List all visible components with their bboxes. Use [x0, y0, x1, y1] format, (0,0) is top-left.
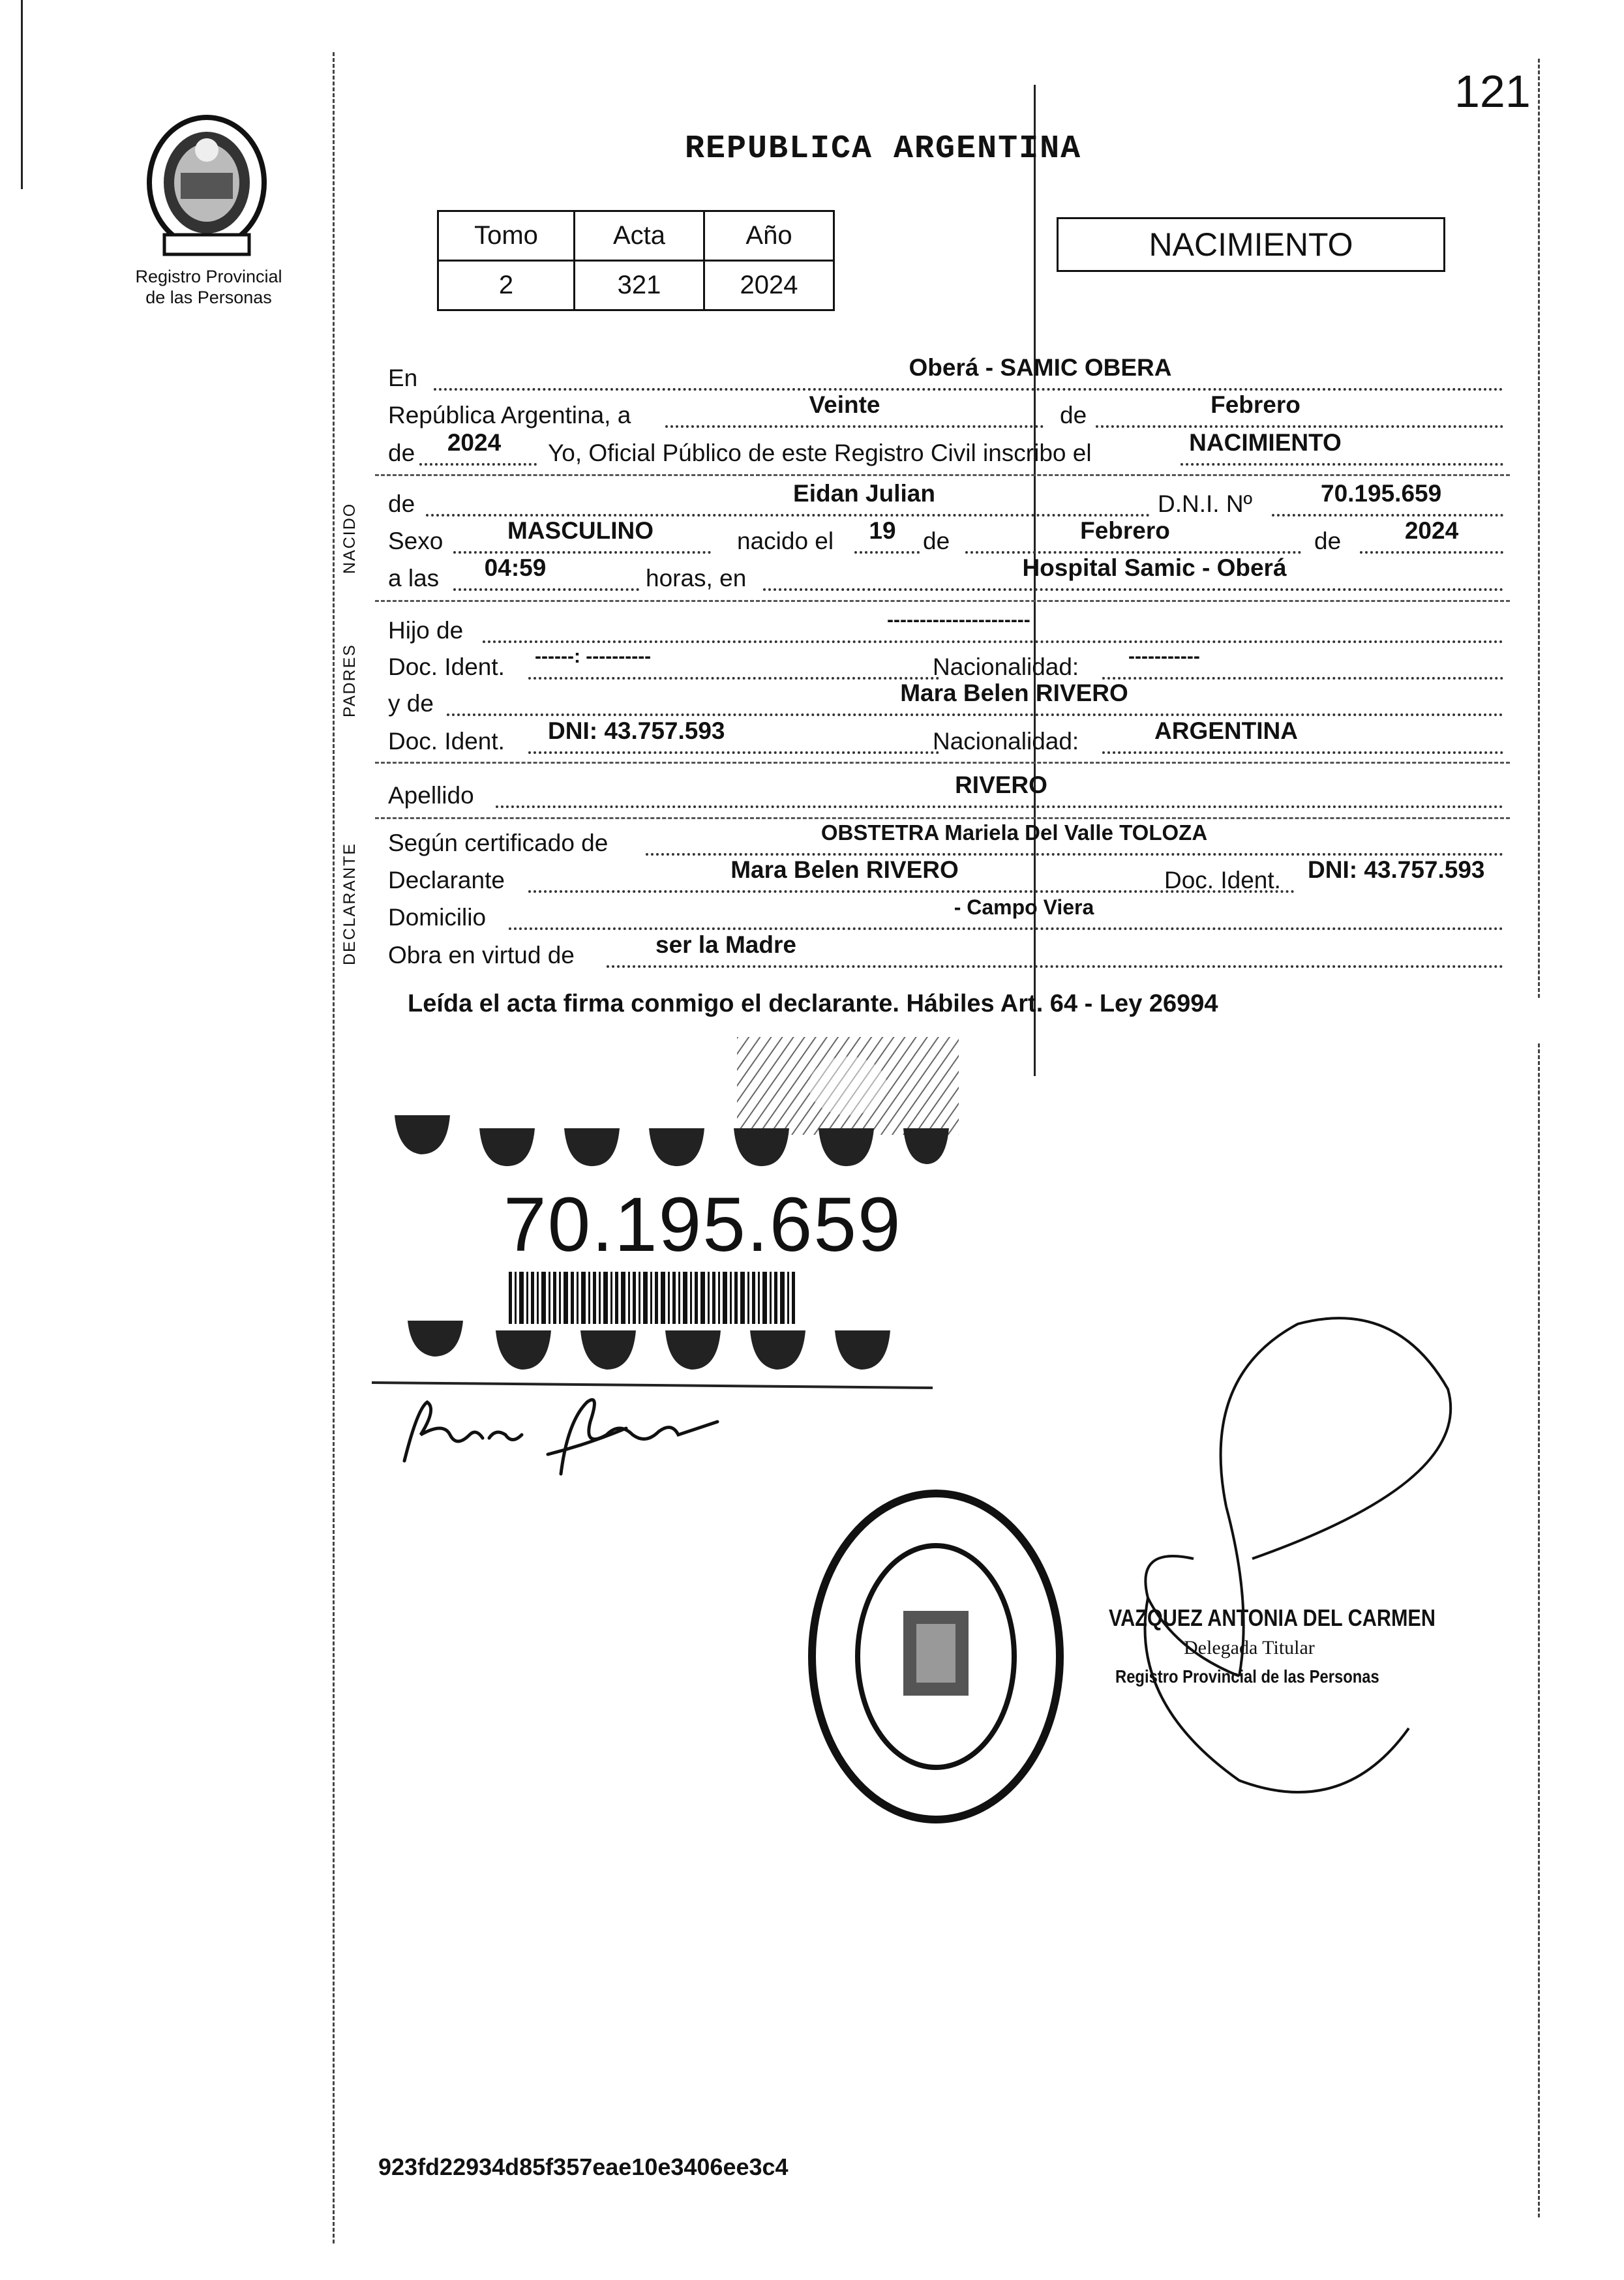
year-row	[388, 429, 1510, 470]
dotted-fill	[453, 569, 639, 591]
mother-value: Mara Belen RIVERO	[900, 680, 1128, 706]
of-label: de	[1060, 402, 1087, 428]
date-label: República Argentina, a	[388, 402, 631, 428]
mother-doc-label: Doc. Ident.	[388, 728, 505, 755]
address-row	[388, 895, 1510, 934]
year-value: 2024	[447, 429, 502, 456]
father-value: ----------------------	[887, 609, 1030, 631]
by-virtue-row	[388, 931, 1510, 972]
sticker-number: 70.195.659	[504, 1182, 902, 1268]
time-row	[388, 554, 1510, 595]
acta-value: 321	[575, 261, 704, 310]
place-row	[388, 354, 1510, 395]
declarant-signature	[391, 1383, 730, 1480]
registry-label-line1: Registro Provincial	[135, 267, 282, 286]
birth-place-value: Hospital Samic - Oberá	[1022, 554, 1287, 581]
sticker-band-bottom	[372, 1317, 946, 1389]
sticker-band-top	[388, 1109, 962, 1167]
by-virtue-value: ser la Madre	[655, 931, 796, 958]
father-label: Hijo de	[388, 617, 464, 644]
anio-header: Año	[704, 211, 834, 261]
dni-label: D.N.I. Nº	[1158, 490, 1253, 517]
birth-year-value: 2024	[1404, 517, 1459, 544]
month-value: Febrero	[1210, 391, 1301, 418]
certificate-label: Según certificado de	[388, 830, 609, 856]
address-label: Domicilio	[388, 904, 487, 931]
separator-line	[375, 474, 1510, 476]
day-value: Veinte	[809, 391, 880, 418]
hours-label: horas, en	[646, 565, 747, 592]
acta-header: Acta	[575, 211, 704, 261]
time-value: 04:59	[484, 554, 547, 581]
father-nat-value: -----------	[1128, 646, 1200, 667]
mother-nat-value: ARGENTINA	[1154, 717, 1298, 744]
place-value: Oberá - SAMIC OBERA	[909, 354, 1172, 381]
mother-doc-row	[388, 717, 1510, 758]
place-label: En	[388, 365, 418, 391]
record-word: NACIMIENTO	[1189, 429, 1342, 456]
year-prefix: de	[388, 440, 415, 466]
birth-day-value: 19	[869, 517, 896, 544]
certificate-value: OBSTETRA Mariela Del Valle TOLOZA	[820, 820, 1208, 845]
tomo-value: 2	[438, 261, 575, 310]
barcode	[509, 1272, 796, 1324]
declarant-name: Mara Belen RIVERO	[730, 856, 959, 883]
mother-label: y de	[388, 690, 434, 717]
time-label: a las	[388, 565, 440, 592]
document-hash: 923fd22934d85f357eae10e3406ee3c4	[378, 2153, 789, 2180]
registry-label-line2: de las Personas	[145, 288, 272, 307]
reference-header-row	[438, 211, 834, 261]
surname-label: Apellido	[388, 782, 474, 809]
official-stamp	[802, 1480, 1070, 1833]
by-virtue-label: Obra en virtud de	[388, 942, 575, 968]
sex-row	[388, 517, 1510, 558]
declarante-side-label: DECLARANTE	[340, 842, 359, 965]
signer-org: Registro Provincial de las Personas	[1115, 1666, 1379, 1687]
reference-table	[437, 210, 835, 311]
father-doc-value: ------: ----------	[535, 646, 652, 667]
tomo-header: Tomo	[438, 211, 575, 261]
nacido-side-label: NACIDO	[340, 502, 359, 574]
officer-signature	[1109, 1311, 1474, 1807]
birth-month-value: Febrero	[1080, 517, 1170, 544]
padres-side-label: PADRES	[340, 644, 359, 717]
born-label: nacido el	[737, 528, 834, 554]
legal-text: Leída el acta firma conmigo el declarante. Hábiles Art. 64 - Ley 26994	[408, 990, 1218, 1017]
birth-year-label: de	[1314, 528, 1342, 554]
officer-text: Yo, Oficial Público de este Registro Civil inscribo el	[548, 440, 1092, 466]
birth-de-label: de	[923, 528, 950, 554]
registry-label	[111, 266, 307, 308]
surname-row	[388, 772, 1510, 812]
father-doc-label: Doc. Ident.	[388, 653, 505, 680]
signer-name: VAZQUEZ ANTONIA DEL CARMEN	[1109, 1604, 1436, 1631]
sex-label: Sexo	[388, 528, 444, 554]
page-title: REPUBLICA ARGENTINA	[685, 130, 1082, 168]
mother-doc-value: DNI: 43.757.593	[548, 717, 725, 744]
signer-role: Delegada Titular	[1184, 1637, 1315, 1658]
address-value: - Campo Viera	[954, 895, 1094, 919]
right-margin-line	[1538, 59, 1540, 998]
dotted-fill	[426, 494, 1150, 517]
declarant-label: Declarante	[388, 867, 505, 893]
province-seal	[145, 111, 269, 261]
left-margin-line	[21, 0, 23, 189]
reference-value-row	[438, 261, 834, 310]
date-row	[388, 391, 1510, 432]
binding-line	[333, 52, 335, 2243]
name-label: de	[388, 490, 415, 517]
declarant-row	[388, 856, 1510, 897]
mother-nat-label: Nacionalidad:	[933, 728, 1079, 755]
surname-value: RIVERO	[955, 772, 1047, 798]
separator-line	[375, 600, 1510, 602]
right-margin-line-lower	[1538, 1043, 1540, 2217]
record-type-box: NACIMIENTO	[1057, 217, 1445, 272]
father-nat-label: Nacionalidad:	[933, 653, 1079, 680]
sex-value: MASCULINO	[507, 517, 654, 544]
name-value: Eidan Julian	[793, 480, 935, 507]
dni-value: 70.195.659	[1321, 480, 1442, 507]
page-number: 121	[1454, 66, 1531, 117]
declarant-doc-value: DNI: 43.757.593	[1308, 856, 1485, 883]
separator-line	[375, 762, 1510, 764]
anio-value: 2024	[704, 261, 834, 310]
declarant-doc-label: Doc. Ident.	[1164, 867, 1281, 893]
